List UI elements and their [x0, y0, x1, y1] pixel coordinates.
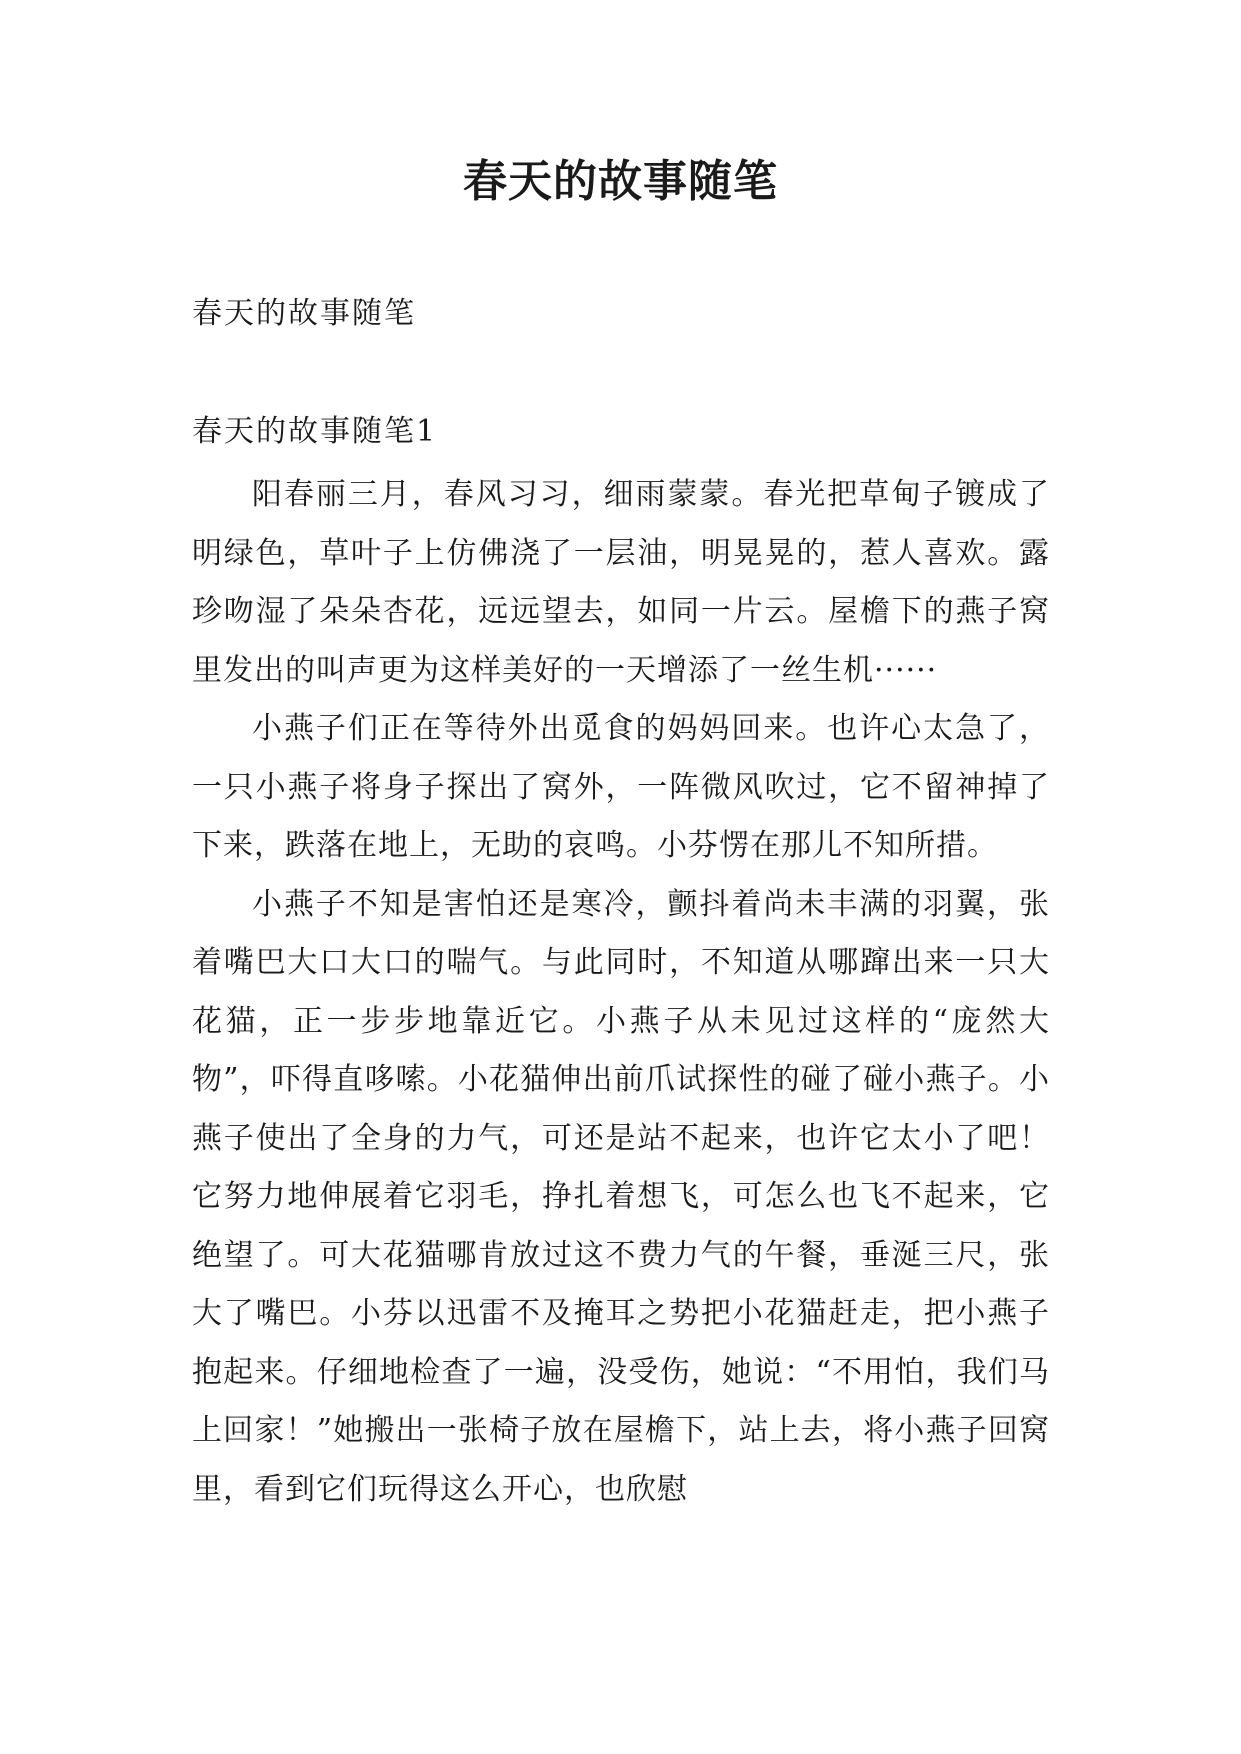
document-subtitle: 春天的故事随笔: [192, 296, 416, 331]
paragraph-3: 小燕子不知是害怕还是寒冷，颤抖着尚未丰满的羽翼，张着嘴巴大口大口的喘气。与此同时，不知道从哪蹿出来一只大花猫，正一步步地靠近它。小燕子从未见过这样的“庞然大物”，吓得直哆嗦。小花猫伸出前爪试探性的碰了碰小燕子。小燕子使出了全身的力气，可还是站不起来，也许它太小了吧！它努力地伸展着它羽毛，挣扎着想飞，可怎么也飞不起来，它绝望了。可大花猫哪肯放过这不费力气的午餐，垂涎三尺，张大了嘴巴。小芬以迅雷不及掩耳之势把小花猫赶走，把小燕子抱起来。仔细地检查了一遍，没受伤，她说：“不用怕，我们马上回家！”她搬出一张椅子放在屋檐下，站上去，将小燕子回窝里，看到它们玩得这么开心，也欣慰: [192, 886, 1050, 1507]
paragraph-1: 阳春丽三月，春风习习，细雨蒙蒙。春光把草甸子镀成了明绿色，草叶子上仿佛浇了一层油，明晃晃的，惹人喜欢。露珍吻湿了朵朵杏花，远远望去，如同一片云。屋檐下的燕子窝里发出的叫声更为这样美好的一天增添了一丝生机······: [192, 477, 1050, 688]
section-heading: 春天的故事随笔1: [192, 414, 438, 449]
document-body: [192, 466, 1050, 1519]
document-title: 春天的故事随笔: [463, 156, 778, 207]
paragraph-2: 小燕子们正在等待外出觅食的妈妈回来。也许心太急了，一只小燕子将身子探出了窝外，一阵微风吹过，它不留神掉了下来，跌落在地上，无助的哀鸣。小芬愣在那儿不知所措。: [192, 711, 1050, 863]
